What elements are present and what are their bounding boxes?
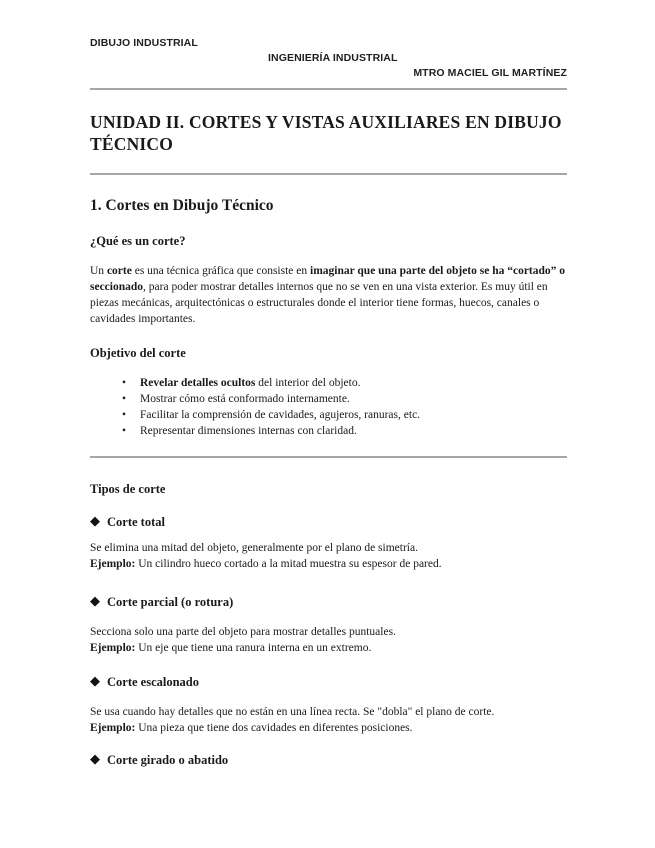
header-divider bbox=[90, 88, 567, 90]
example-text: Un eje que tiene una ranura interna en un extremo. bbox=[135, 642, 372, 654]
type-title: Corte total bbox=[107, 515, 165, 529]
objective-list bbox=[90, 375, 567, 439]
subheading-tipos: Tipos de corte bbox=[90, 482, 166, 496]
header-course: DIBUJO INDUSTRIAL bbox=[90, 37, 198, 49]
list-item bbox=[90, 375, 567, 391]
diamond-icon: ◆ bbox=[90, 514, 100, 529]
list-item bbox=[90, 423, 567, 439]
type-description bbox=[90, 624, 567, 656]
type-title: Corte girado o abatido bbox=[107, 753, 229, 767]
type-heading-corte-parcial bbox=[90, 594, 567, 610]
list-item-bold: Revelar detalles ocultos bbox=[140, 377, 256, 389]
document-title: UNIDAD II. CORTES Y VISTAS AUXILIARES EN DIBUJO TÉCNICO bbox=[90, 112, 562, 154]
list-item bbox=[90, 407, 567, 423]
section-divider bbox=[90, 456, 567, 458]
example-label: Ejemplo: bbox=[90, 558, 136, 570]
example-label: Ejemplo: bbox=[90, 642, 136, 654]
type-description bbox=[90, 540, 567, 572]
intro-seg-2-bold: corte bbox=[106, 265, 132, 277]
section-heading: 1. Cortes en Dibujo Técnico bbox=[90, 197, 274, 214]
bullet-icon: • bbox=[122, 393, 127, 405]
intro-seg-1: Un bbox=[90, 265, 107, 277]
type-title: Corte parcial (o rotura) bbox=[107, 595, 234, 609]
bullet-icon: • bbox=[122, 377, 127, 389]
type-desc-text: Se elimina una mitad del objeto, generalmente por el plano de simetría. bbox=[90, 542, 418, 554]
page-header bbox=[90, 36, 567, 81]
example-label: Ejemplo: bbox=[90, 722, 136, 734]
diamond-icon: ◆ bbox=[90, 594, 100, 609]
intro-seg-5: , para poder mostrar detalles internos que no se ven en una vista exterior. Es muy útil en piezas mecánicas, arquitectónicas o estructurales donde el interior tiene formas, huecos, canales o cavidades importantes. bbox=[90, 281, 548, 325]
bullet-icon: • bbox=[122, 425, 127, 437]
header-instructor: MTRO MACIEL GIL MARTÍNEZ bbox=[413, 67, 567, 79]
diamond-icon: ◆ bbox=[90, 752, 100, 767]
list-item-text: Mostrar cómo está conformado internamente. bbox=[140, 393, 350, 405]
subheading-objetivo: Objetivo del corte bbox=[90, 346, 186, 360]
intro-seg-3: es una técnica gráfica que consiste en bbox=[131, 265, 311, 277]
type-desc-text: Secciona solo una parte del objeto para mostrar detalles puntuales. bbox=[90, 626, 396, 638]
list-item-text: del interior del objeto. bbox=[255, 377, 361, 389]
type-description bbox=[90, 704, 567, 736]
intro-seg-4-bold: imaginar que una parte del objeto se ha “cortado” o seccionado bbox=[90, 265, 566, 293]
list-item bbox=[90, 391, 567, 407]
bullet-icon: • bbox=[122, 409, 127, 421]
example-text: Un cilindro hueco cortado a la mitad muestra su espesor de pared. bbox=[135, 558, 442, 570]
list-item-text: Representar dimensiones internas con claridad. bbox=[140, 425, 357, 437]
list-item-text: Facilitar la comprensión de cavidades, agujeros, ranuras, etc. bbox=[140, 409, 421, 421]
type-desc-text: Se usa cuando hay detalles que no están en una línea recta. Se "dobla" el plano de corte. bbox=[90, 706, 495, 718]
type-heading-corte-total bbox=[90, 514, 567, 530]
header-program: INGENIERÍA INDUSTRIAL bbox=[268, 52, 398, 64]
intro-paragraph bbox=[90, 263, 567, 327]
type-heading-corte-girado bbox=[90, 752, 567, 768]
diamond-icon: ◆ bbox=[90, 674, 100, 689]
title-divider bbox=[90, 173, 567, 175]
subheading-que-es: ¿Qué es un corte? bbox=[90, 234, 186, 248]
example-text: Una pieza que tiene dos cavidades en diferentes posiciones. bbox=[135, 722, 413, 734]
type-title: Corte escalonado bbox=[107, 675, 199, 689]
type-heading-corte-escalonado bbox=[90, 674, 567, 690]
